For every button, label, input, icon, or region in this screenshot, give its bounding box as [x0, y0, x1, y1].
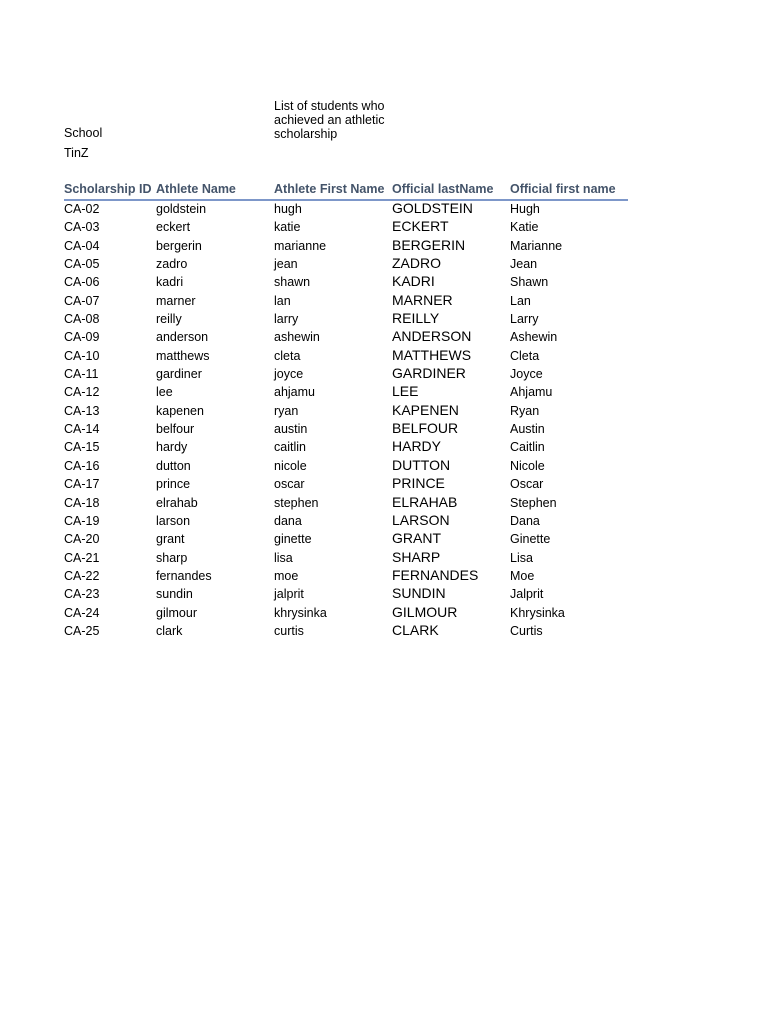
- athlete-first-name-cell: jalprit: [274, 587, 304, 602]
- official-first-name-cell: Larry: [510, 312, 539, 327]
- scholarship-id-cell: CA-14: [64, 422, 100, 437]
- athlete-first-name-cell: jean: [274, 257, 298, 272]
- table-row: [64, 420, 628, 438]
- table-row: [64, 292, 628, 310]
- table-row: [64, 347, 628, 365]
- sheet-title: List of students who achieved an athletic scholarship: [274, 99, 385, 141]
- athlete-first-name-cell: caitlin: [274, 440, 306, 455]
- header-athlete-first-name: Athlete First Name: [274, 182, 385, 196]
- official-first-name-cell: Moe: [510, 568, 535, 583]
- official-first-name-cell: Ryan: [510, 403, 540, 418]
- athlete-first-name-cell: joyce: [274, 367, 304, 382]
- official-first-name-cell: Marianne: [510, 238, 563, 253]
- athlete-first-name-cell: oscar: [274, 477, 305, 492]
- official-last-name-cell: LARSON: [392, 511, 450, 528]
- athlete-first-name-cell: curtis: [274, 623, 304, 638]
- scholarship-id-cell: CA-08: [64, 312, 100, 327]
- athlete-name-cell: lee: [156, 385, 173, 400]
- athlete-first-name-cell: lan: [274, 293, 291, 308]
- athlete-name-cell: sharp: [156, 550, 188, 565]
- athlete-first-name-cell: marianne: [274, 238, 327, 253]
- official-first-name-cell: Dana: [510, 513, 540, 528]
- table-body: [64, 200, 628, 640]
- scholarship-id-cell: CA-18: [64, 495, 100, 510]
- table-row: [64, 549, 628, 567]
- scholarship-id-cell: CA-09: [64, 330, 100, 345]
- official-last-name-cell: FERNANDES: [392, 566, 479, 583]
- athlete-name-cell: elrahab: [156, 495, 198, 510]
- table-row: [64, 494, 628, 512]
- table-row: [64, 457, 628, 475]
- official-last-name-cell: PRINCE: [392, 475, 445, 492]
- athlete-name-cell: bergerin: [156, 238, 202, 253]
- header-athlete-name: Athlete Name: [156, 182, 236, 196]
- athlete-name-cell: belfour: [156, 422, 195, 437]
- scholarship-id-cell: CA-06: [64, 275, 100, 290]
- athlete-name-cell: dutton: [156, 458, 191, 473]
- scholarship-id-cell: CA-05: [64, 257, 100, 272]
- official-last-name-cell: ANDERSON: [392, 328, 472, 345]
- athlete-first-name-cell: shawn: [274, 275, 311, 290]
- official-last-name-cell: MATTHEWS: [392, 346, 472, 363]
- athlete-first-name-cell: hugh: [274, 202, 302, 216]
- official-last-name-cell: REILLY: [392, 310, 440, 327]
- scholarship-id-cell: CA-24: [64, 605, 100, 620]
- athlete-name-cell: grant: [156, 532, 185, 547]
- scholarship-id-cell: CA-04: [64, 238, 100, 253]
- official-last-name-cell: ECKERT: [392, 218, 449, 235]
- table-row: [64, 585, 628, 603]
- official-first-name-cell: Ginette: [510, 532, 551, 547]
- table-row: [64, 567, 628, 585]
- header-official-last-name: Official lastName: [392, 182, 494, 196]
- athlete-first-name-cell: ahjamu: [274, 385, 315, 400]
- official-last-name-cell: GILMOUR: [392, 603, 458, 620]
- official-first-name-cell: Lan: [510, 293, 531, 308]
- official-last-name-cell: BELFOUR: [392, 420, 459, 437]
- table-header: [64, 182, 628, 201]
- athlete-name-cell: matthews: [156, 348, 210, 363]
- table-row: [64, 604, 628, 622]
- athlete-first-name-cell: dana: [274, 513, 302, 528]
- official-last-name-cell: ELRAHAB: [392, 493, 458, 510]
- athlete-name-cell: marner: [156, 293, 196, 308]
- official-first-name-cell: Curtis: [510, 623, 543, 638]
- athlete-first-name-cell: khrysinka: [274, 605, 327, 620]
- official-first-name-cell: Austin: [510, 422, 545, 437]
- official-first-name-cell: Khrysinka: [510, 605, 565, 620]
- scholarship-id-cell: CA-25: [64, 623, 100, 638]
- official-first-name-cell: Oscar: [510, 477, 544, 492]
- scholarship-id-cell: CA-23: [64, 587, 100, 602]
- scholarship-id-cell: CA-13: [64, 403, 100, 418]
- athlete-name-cell: zadro: [156, 257, 188, 272]
- athlete-name-cell: fernandes: [156, 568, 212, 583]
- official-first-name-cell: Stephen: [510, 495, 557, 510]
- athlete-name-cell: larson: [156, 513, 191, 528]
- athlete-name-cell: gardiner: [156, 367, 202, 382]
- official-last-name-cell: HARDY: [392, 438, 442, 455]
- table-row: [64, 255, 628, 273]
- school-label: School: [64, 126, 103, 140]
- official-first-name-cell: Joyce: [510, 367, 543, 382]
- athlete-first-name-cell: ginette: [274, 532, 312, 547]
- scholarship-id-cell: CA-15: [64, 440, 100, 455]
- official-last-name-cell: SHARP: [392, 548, 441, 565]
- official-first-name-cell: Jean: [510, 257, 538, 272]
- official-first-name-cell: Ahjamu: [510, 385, 553, 400]
- athlete-first-name-cell: cleta: [274, 348, 301, 363]
- table-row: [64, 622, 628, 640]
- athlete-first-name-cell: stephen: [274, 495, 319, 510]
- table-row: [64, 328, 628, 346]
- header-official-first-name: Official first name: [510, 182, 616, 196]
- scholarship-id-cell: CA-21: [64, 550, 100, 565]
- athlete-first-name-cell: ashewin: [274, 330, 320, 345]
- athlete-name-cell: clark: [156, 623, 183, 638]
- athlete-name-cell: hardy: [156, 440, 188, 455]
- official-last-name-cell: GARDINER: [392, 365, 466, 382]
- athlete-first-name-cell: katie: [274, 220, 301, 235]
- official-last-name-cell: KADRI: [392, 273, 435, 290]
- official-first-name-cell: Caitlin: [510, 440, 545, 455]
- athlete-first-name-cell: larry: [274, 312, 299, 327]
- athlete-first-name-cell: nicole: [274, 458, 307, 473]
- official-last-name-cell: ZADRO: [392, 255, 441, 272]
- official-first-name-cell: Shawn: [510, 275, 549, 290]
- school-value: TinZ: [64, 146, 89, 160]
- header-scholarship-id: Scholarship ID: [64, 182, 152, 196]
- scholarship-id-cell: CA-12: [64, 385, 100, 400]
- official-first-name-cell: Hugh: [510, 202, 540, 216]
- table-row: [64, 200, 628, 218]
- scholarship-id-cell: CA-20: [64, 532, 100, 547]
- table-row: [64, 237, 628, 255]
- scholarship-id-cell: CA-16: [64, 458, 100, 473]
- official-first-name-cell: Lisa: [510, 550, 533, 565]
- athlete-first-name-cell: lisa: [274, 550, 293, 565]
- scholarship-id-cell: CA-10: [64, 348, 100, 363]
- table-row: [64, 383, 628, 401]
- official-first-name-cell: Jalprit: [510, 587, 544, 602]
- scholarship-id-cell: CA-19: [64, 513, 100, 528]
- scholarship-id-cell: CA-11: [64, 367, 99, 382]
- official-first-name-cell: Cleta: [510, 348, 540, 363]
- table-row: [64, 402, 628, 420]
- athlete-name-cell: reilly: [156, 312, 182, 327]
- official-last-name-cell: KAPENEN: [392, 401, 459, 418]
- athlete-name-cell: kadri: [156, 275, 184, 290]
- scholarship-id-cell: CA-22: [64, 568, 100, 583]
- official-last-name-cell: CLARK: [392, 621, 439, 638]
- official-last-name-cell: GOLDSTEIN: [392, 200, 473, 216]
- table-row: [64, 475, 628, 493]
- athlete-name-cell: anderson: [156, 330, 209, 345]
- scholarship-id-cell: CA-03: [64, 220, 100, 235]
- official-last-name-cell: BERGERIN: [392, 236, 466, 253]
- athlete-first-name-cell: austin: [274, 422, 308, 437]
- scholarship-id-cell: CA-02: [64, 202, 100, 216]
- athlete-name-cell: goldstein: [156, 202, 207, 216]
- official-last-name-cell: GRANT: [392, 530, 441, 547]
- table-row: [64, 310, 628, 328]
- athlete-name-cell: eckert: [156, 220, 191, 235]
- table-row: [64, 530, 628, 548]
- official-last-name-cell: MARNER: [392, 291, 453, 308]
- athlete-name-cell: gilmour: [156, 605, 197, 620]
- official-first-name-cell: Katie: [510, 220, 539, 235]
- scholarship-id-cell: CA-07: [64, 293, 100, 308]
- table-row: [64, 218, 628, 236]
- athlete-first-name-cell: moe: [274, 568, 299, 583]
- official-last-name-cell: DUTTON: [392, 456, 451, 473]
- athlete-name-cell: sundin: [156, 587, 193, 602]
- official-last-name-cell: SUNDIN: [392, 585, 446, 602]
- official-first-name-cell: Ashewin: [510, 330, 558, 345]
- official-first-name-cell: Nicole: [510, 458, 545, 473]
- table-row: [64, 512, 628, 530]
- athlete-name-cell: prince: [156, 477, 191, 492]
- table-row: [64, 365, 628, 383]
- scholarship-id-cell: CA-17: [64, 477, 100, 492]
- table-row: [64, 438, 628, 456]
- official-last-name-cell: LEE: [392, 383, 419, 400]
- athlete-first-name-cell: ryan: [274, 403, 299, 418]
- table-row: [64, 273, 628, 291]
- athlete-name-cell: kapenen: [156, 403, 204, 418]
